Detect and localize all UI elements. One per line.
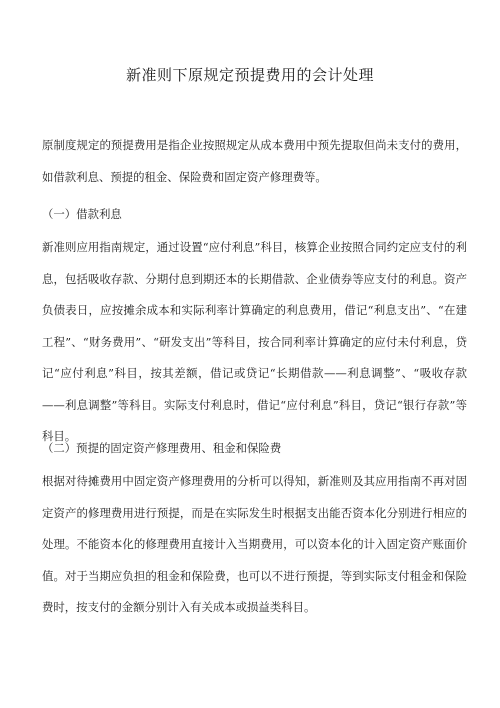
paragraph-intro: 原制度规定的预提费用是指企业按照规定从成本费用中预先提取但尚未支付的费用，如借款利息、预提的租金、保险费和固定资产修理费等。 — [42, 138, 467, 184]
paragraph-interest: 新准则应用指南规定，通过设置“应付利息”科目，核算企业按照合同约定应支付的利息，包括吸收存款、分期付息到期还本的长期借款、企业债券等应支付的利息。资产负债表日，应按摊余成本和实际利率计算确定的利息费用，借记“利息支出”、“在建工程”、“财务费用”、“研发支出”等科目，按合同利率计算确定的应付未付利息，贷记“应付利息”科目，按其差额，借记或贷记“长期借款——利息调整”、“吸收存款——利息调整”等科目。实际支付利息时，借记“应付利息”科目，贷记“银行存款”等科目。 — [42, 240, 467, 443]
document-title: 新准则下原规定预提费用的会计处理 — [125, 66, 374, 84]
paragraph-repair-rent-insurance: 根据对待摊费用中固定资产修理费用的分析可以得知，新准则及其应用指南不再对固定资产的修理费用进行预提，而是在实际发生时根据支出能否资本化分别进行相应的处理。不能资本化的修理费用直接计入当期费用，可以资本化的计入固定资产账面价值。对于当期应负担的租金和保险费，也可以不进行预提，等到实际支付租金和保险费时，按支付的金额分别计入有关成本或损益类科目。 — [42, 474, 467, 614]
section-heading-repair-rent-insurance: （二）预提的固定资产修理费用、租金和保险费 — [42, 441, 282, 455]
section-heading-interest: （一）借款利息 — [42, 207, 122, 221]
